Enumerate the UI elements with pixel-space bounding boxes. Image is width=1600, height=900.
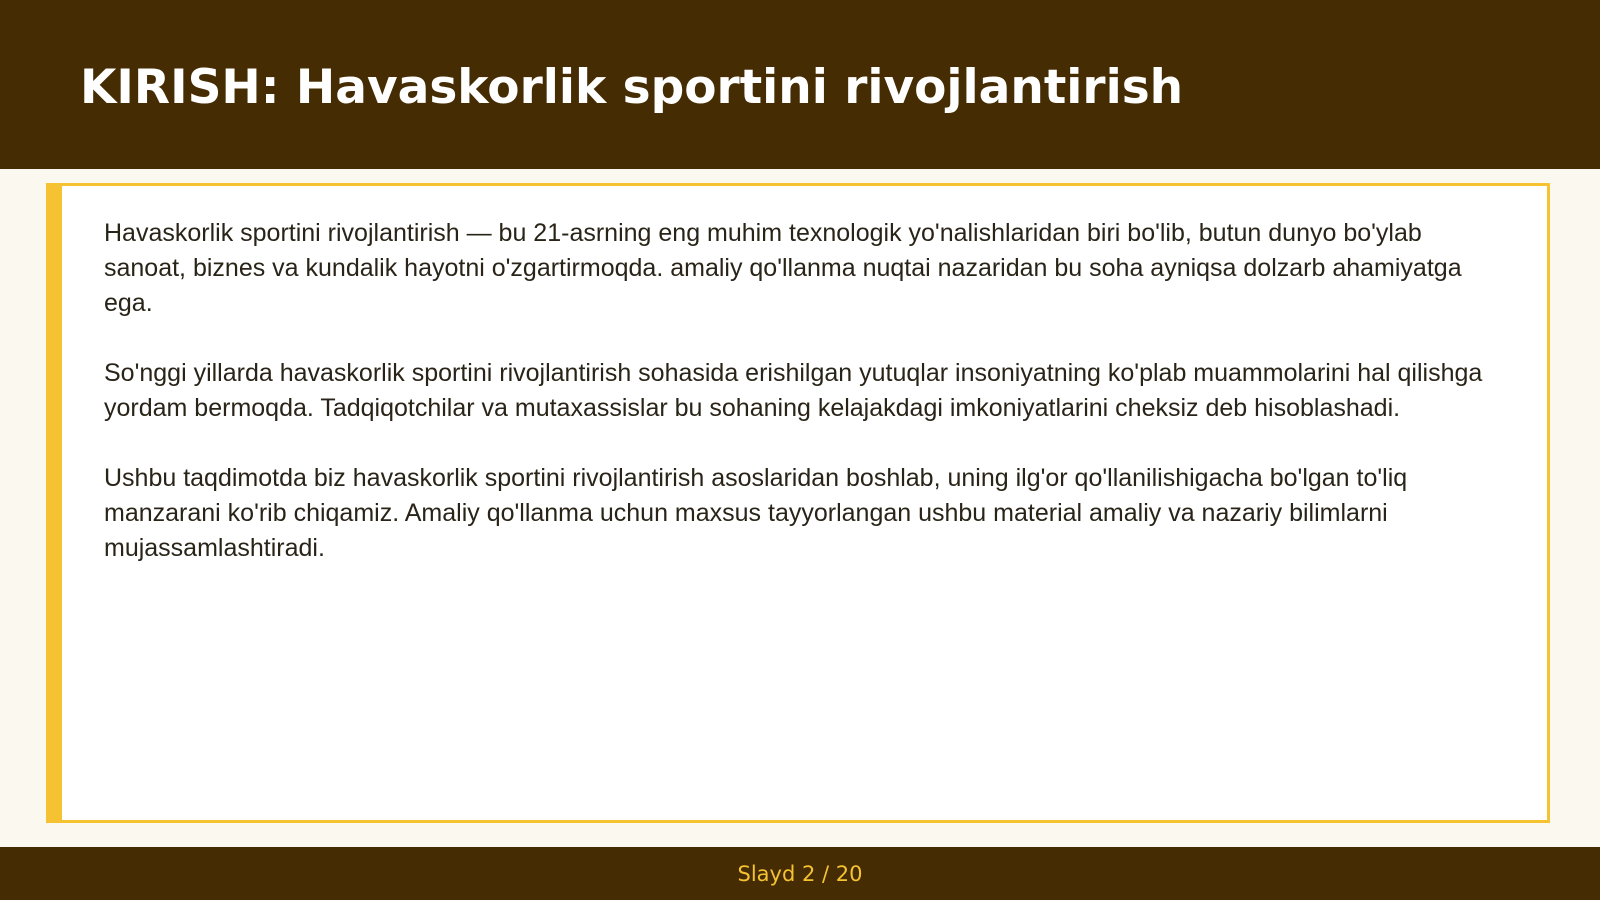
slide-counter: Slayd 2 / 20 bbox=[737, 861, 863, 886]
slide-title: KIRISH: Havaskorlik sportini rivojlantirish bbox=[80, 60, 1184, 115]
slide-header bbox=[0, 0, 1600, 169]
paragraph-intro: Havaskorlik sportini rivojlantirish — bu 21-asrning eng muhim texnologik yo'nalishlaridan biri bo'lib, butun dunyo bo'ylab sanoat, biznes va kundalik hayotni o'zgartirmoqda. amaliy qo'llanma nuqtai nazaridan bu soha ayniqsa dolzarb ahamiyatga ega. bbox=[104, 219, 1462, 317]
paragraph-overview: Ushbu taqdimotda biz havaskorlik sportini rivojlantirish asoslaridan boshlab, uning ilg'or qo'llanilishigacha bo'lgan to'liq manzarani ko'rib chiqamiz. Amaliy qo'llanma uchun maxsus tayyorlangan ushbu material amaliy va nazariy bilimlarni mujassamlashtiradi. bbox=[104, 464, 1408, 562]
paragraph-achievements: So'nggi yillarda havaskorlik sportini rivojlantirish sohasida erishilgan yutuqlar insoniyatning ko'plab muammolarini hal qilishga yordam bermoqda. Tadqiqotchilar va mutaxassislar bu sohaning kelajakdagi imkoniyatlarini cheksiz deb hisoblashadi. bbox=[104, 359, 1483, 422]
content-text bbox=[104, 216, 1509, 601]
content-box bbox=[46, 183, 1550, 823]
slide-footer bbox=[0, 847, 1600, 900]
